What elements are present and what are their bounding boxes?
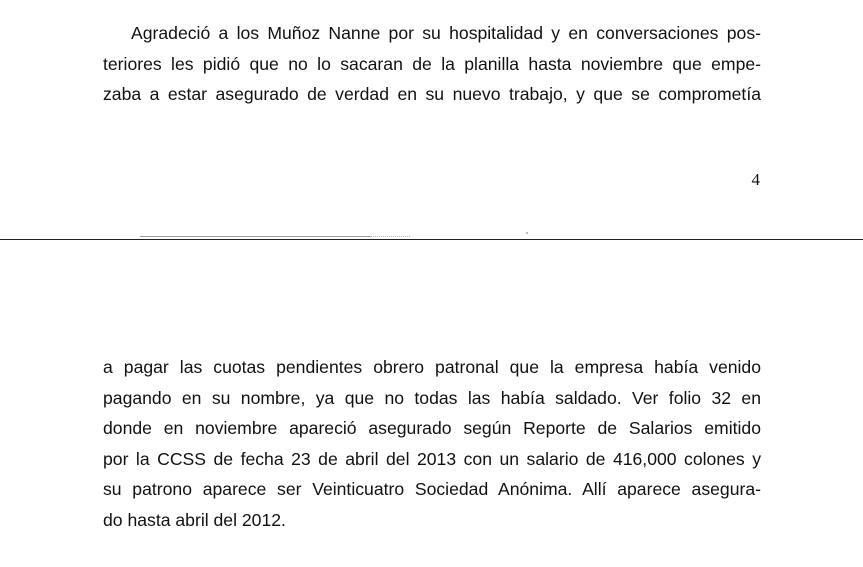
paragraph-line: por la CCSS de fecha 23 de abril del 2013 con un salario de 416,000 colones y bbox=[103, 448, 761, 469]
faint-scan-line bbox=[140, 236, 370, 237]
page-break-divider bbox=[0, 239, 863, 240]
scan-speck bbox=[526, 232, 528, 234]
paragraph-line: Agradeció a los Muñoz Nanne por su hospitalidad y en conversaciones pos- bbox=[131, 23, 761, 43]
bottom-page-paragraph bbox=[103, 352, 761, 535]
paragraph-line: donde en noviembre apareció asegurado según Reporte de Salarios emitido bbox=[103, 418, 761, 438]
paragraph-line: a pagar las cuotas pendientes obrero patronal que la empresa había venido bbox=[103, 357, 761, 377]
top-page-paragraph bbox=[103, 18, 761, 110]
paragraph-line: pagando en su nombre, ya que no todas las había saldado. Ver folio 32 en bbox=[103, 387, 761, 408]
paragraph-line: teriores les pidió que no lo sacaran de la planilla hasta noviembre que empe- bbox=[103, 53, 761, 74]
paragraph-line: zaba a estar asegurado de verdad en su nuevo trabajo, y que se comprometía bbox=[103, 84, 761, 104]
paragraph-line: do hasta abril del 2012. bbox=[103, 509, 286, 530]
page-number: 4 bbox=[751, 170, 760, 189]
paragraph-line: su patrono aparece ser Veinticuatro Sociedad Anónima. Allí aparece asegura- bbox=[103, 479, 761, 499]
faint-scan-line bbox=[370, 236, 410, 237]
